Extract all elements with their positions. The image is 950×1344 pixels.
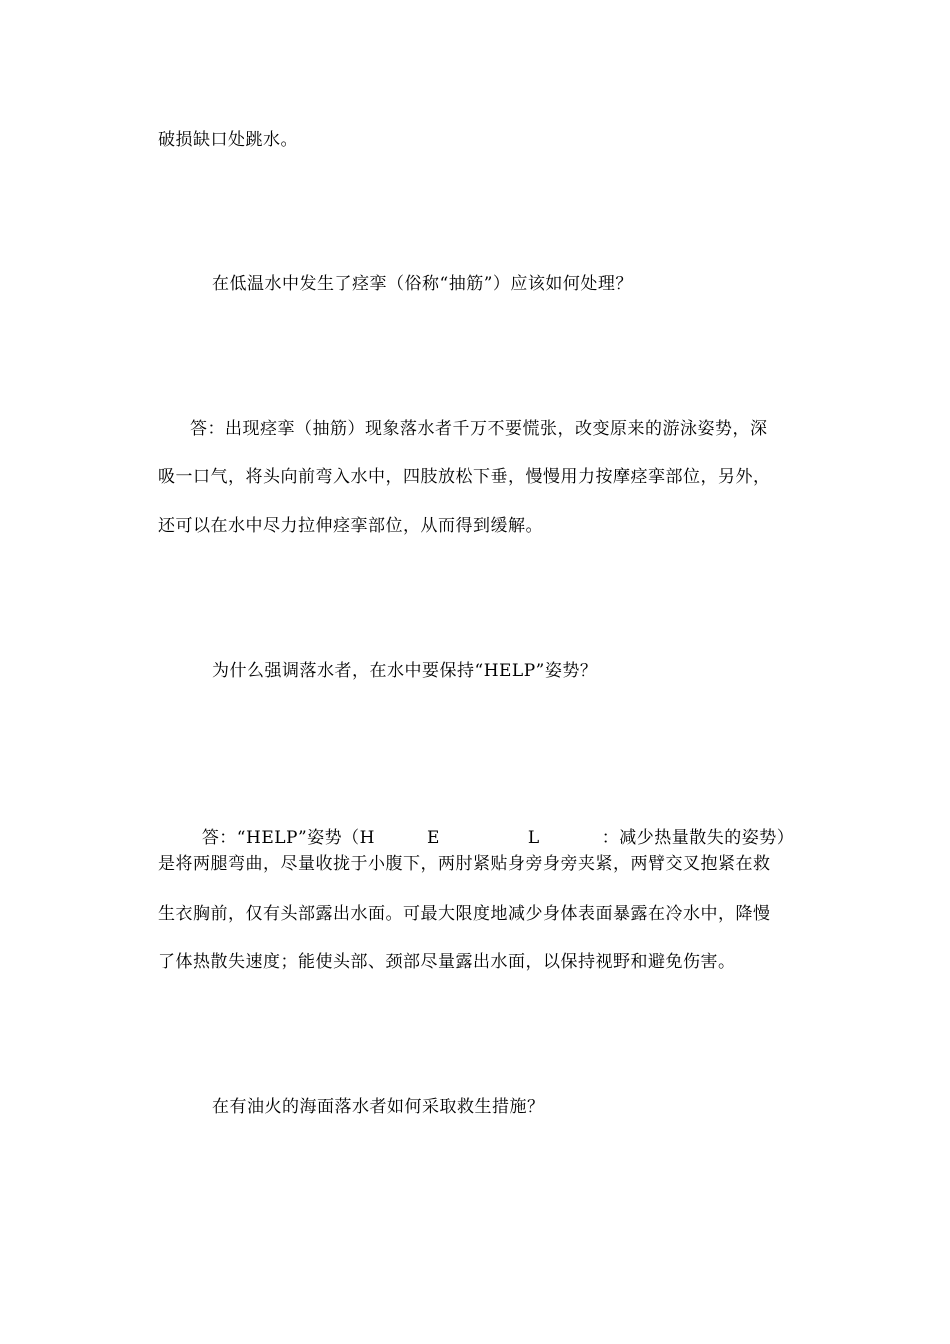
answer-line: 吸一口气，将头向前弯入水中，四肢放松下垂，慢慢用力按摩痉挛部位，另外， <box>158 467 771 487</box>
answer-line: 生衣胸前，仅有头部露出水面。可最大限度地减少身体表面暴露在冷水中，降慢 <box>158 904 771 924</box>
answer-fragment: L <box>527 828 540 848</box>
question-heading: 在有油火的海面落水者如何采取救生措施？ <box>212 1097 545 1117</box>
question-heading: 为什么强调落水者，在水中要保持“HELP”姿势？ <box>212 661 598 681</box>
answer-line: 了体热散失速度；能使头部、颈部尽量露出水面，以保持视野和避免伤害。 <box>158 952 736 972</box>
answer-fragment: 答：“HELP”姿势（H <box>201 828 375 848</box>
answer-fragment: ：减少热量散失的姿势） <box>601 828 795 848</box>
answer-line: 答：出现痉挛（抽筋）现象落水者千万不要慌张，改变原来的游泳姿势，深 <box>190 419 768 439</box>
paragraph-line: 破损缺口处跳水。 <box>158 130 298 150</box>
answer-line: 是将两腿弯曲，尽量收拢于小腹下，两肘紧贴身旁身旁夹紧，两臂交叉抱紧在救 <box>158 854 771 874</box>
answer-line <box>190 805 794 849</box>
answer-fragment: E <box>426 828 440 848</box>
answer-line: 还可以在水中尽力拉伸痉挛部位，从而得到缓解。 <box>158 516 543 536</box>
question-heading: 在低温水中发生了痉挛（俗称“抽筋”）应该如何处理？ <box>212 274 633 294</box>
